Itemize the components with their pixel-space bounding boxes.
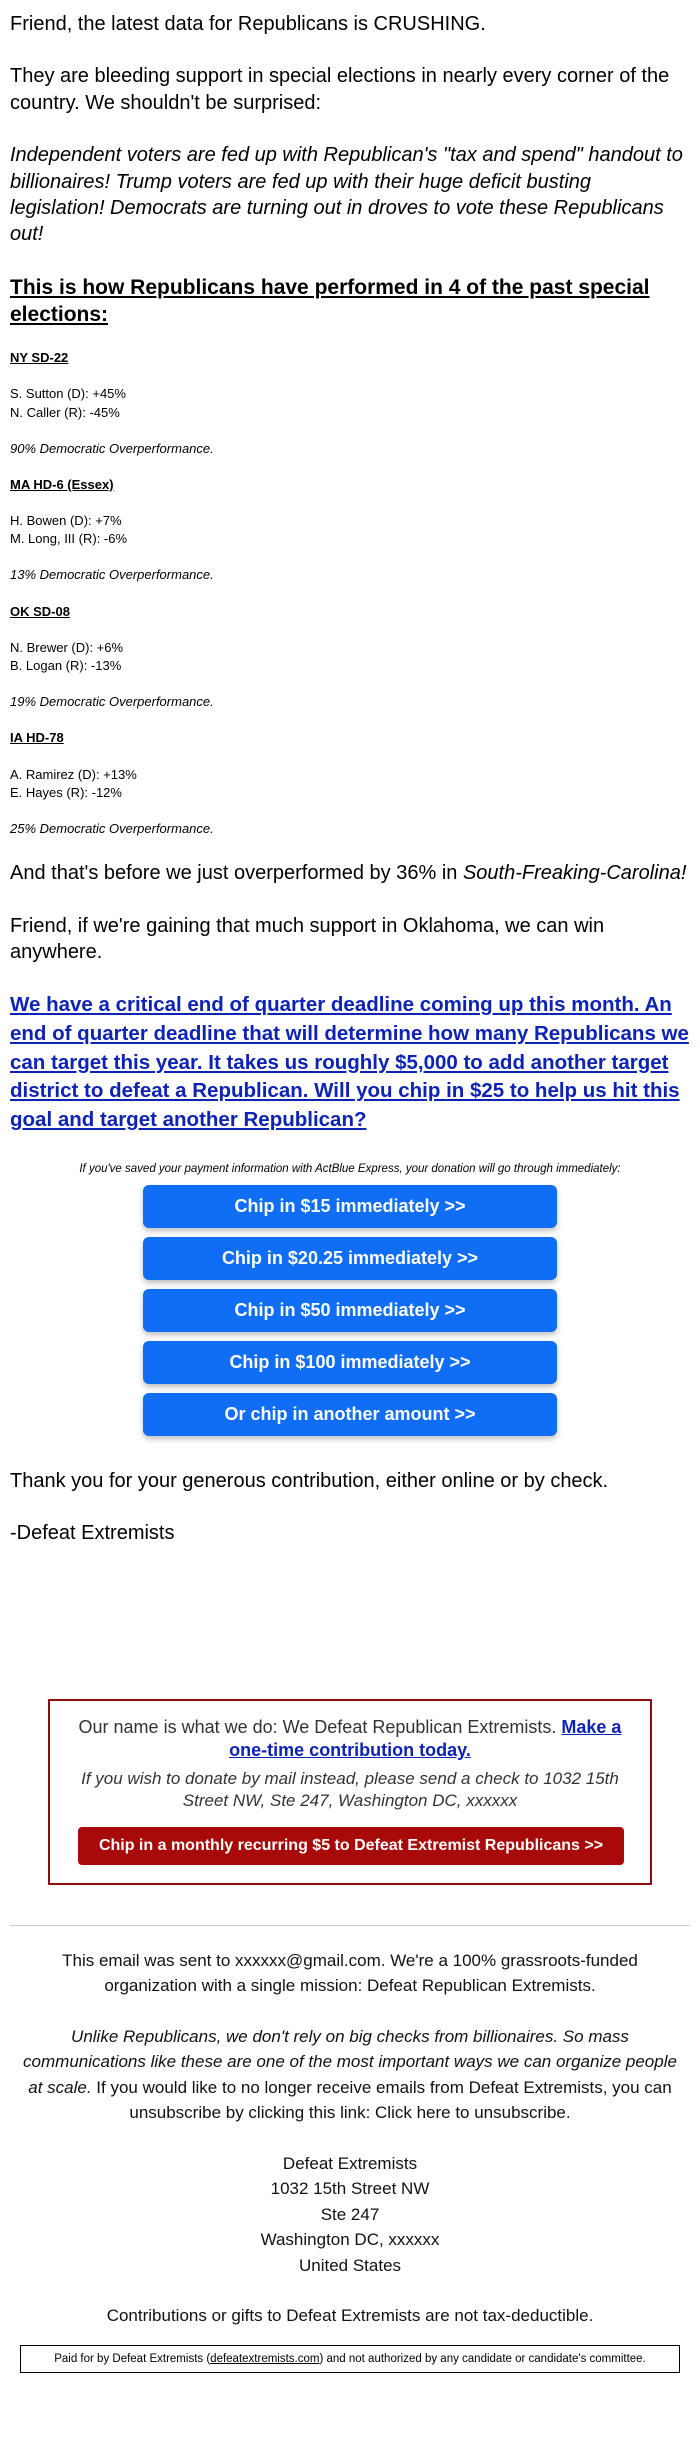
south-carolina-emphasis: South-Freaking-Carolina! [462, 862, 687, 885]
race-name: OK SD-08 [10, 603, 70, 619]
race-overperformance: 25% Democratic Overperformance. [10, 820, 214, 836]
one-time-contribution-link[interactable]: Make a one-time contribution today. [229, 1716, 622, 1760]
footer-unlike-text: Unlike Republicans, we don't rely on big checks from billionaires. So mass communications like these are one of the most important ways we can organize people at scale. [23, 2026, 677, 2097]
box-mail-instructions: If you wish to donate by mail instead, please send a check to 1032 15th Street NW, Ste 247, Washington DC, xxxxxx [81, 1769, 619, 1811]
paid-for-disclaimer [20, 2345, 680, 2373]
race-rep: B. Logan (R): -13% [10, 658, 122, 674]
intro-line-2: They are bleeding support in special elections in nearly every corner of the country. We shouldn't be surprised: [10, 65, 670, 114]
defeat-extremists-site-link[interactable]: defeatextremists.com [210, 2352, 320, 2365]
race-rep: E. Hayes (R): -12% [10, 784, 122, 800]
footer-unsubscribe-text: If you would like to no longer receive emails from Defeat Extremists, you can unsubscribe by clicking this link: Click here to unsubscribe. [91, 2077, 672, 2123]
box-mission-text: Our name is what we do: We Defeat Republican Extremists. [78, 1716, 562, 1737]
intro-line-3: Independent voters are fed up with Republican's "tax and spend" handout to billionaires! Trump voters are fed up with their huge deficit busting legislation! Democrats are turning out in droves to vote these Republicans out! [10, 144, 683, 246]
race-block [10, 729, 690, 838]
race-dem: N. Brewer (D): +6% [10, 639, 124, 655]
race-name: IA HD-78 [10, 730, 64, 746]
thanks-line: Thank you for your generous contribution, either online or by check. [10, 1469, 609, 1492]
race-dem: A. Ramirez (D): +13% [10, 766, 137, 782]
signature: -Defeat Extremists [10, 1522, 175, 1545]
contribution-box [48, 1699, 652, 1885]
race-block [10, 476, 690, 585]
chip-100-button[interactable]: Chip in $100 immediately >> [143, 1341, 557, 1384]
paid-for-text-end: ) and not authorized by any candidate or candidate's committee. [319, 2352, 646, 2365]
oklahoma-line: Friend, if we're gaining that much support in Oklahoma, we can win anywhere. [10, 914, 605, 963]
intro-line-1: Friend, the latest data for Republicans is CRUSHING. [10, 13, 486, 35]
overperformed-text: And that's before we just overperformed by 36% in [10, 862, 463, 885]
address-line: Ste 247 [320, 2204, 380, 2224]
address-line: Defeat Extremists [282, 2153, 418, 2173]
race-rep: N. Caller (R): -45% [10, 404, 120, 420]
race-block [10, 349, 690, 458]
footer-grassroots [14, 2024, 686, 2126]
address-line: 1032 15th Street NW [270, 2179, 430, 2199]
race-dem: S. Sutton (D): +45% [10, 386, 126, 402]
overperformed-line [10, 860, 690, 886]
deadline-donate-link[interactable]: We have a critical end of quarter deadline coming up this month. An end of quarter deadline that will determine how many Republicans we can target this year. It takes us roughly $5,000 to add another target district to defeat a Republican. Will you chip in $25 to help us hit this goal and target another Republican? [10, 993, 689, 1132]
footer-address [14, 2151, 686, 2279]
race-name: MA HD-6 (Essex) [10, 476, 114, 492]
chip-20-25-button[interactable]: Chip in $20.25 immediately >> [143, 1237, 557, 1280]
races-heading: This is how Republicans have performed in 4 of the past special elections: [10, 275, 650, 327]
chip-15-button[interactable]: Chip in $15 immediately >> [143, 1185, 557, 1228]
chip-other-amount-button[interactable]: Or chip in another amount >> [143, 1393, 557, 1436]
monthly-recurring-button[interactable]: Chip in a monthly recurring $5 to Defeat Extremist Republicans >> [78, 1827, 624, 1865]
race-overperformance: 19% Democratic Overperformance. [10, 694, 214, 710]
race-name: NY SD-22 [10, 350, 69, 366]
race-dem: H. Bowen (D): +7% [10, 513, 122, 529]
race-overperformance: 13% Democratic Overperformance. [10, 567, 214, 583]
paid-for-text: Paid for by Defeat Extremists ( [54, 2352, 211, 2365]
footer-tax-note: Contributions or gifts to Defeat Extremists are not tax-deductible. [106, 2306, 594, 2326]
race-block [10, 603, 690, 712]
address-line: United States [298, 2255, 402, 2275]
race-overperformance: 90% Democratic Overperformance. [10, 440, 214, 456]
chip-50-button[interactable]: Chip in $50 immediately >> [143, 1289, 557, 1332]
address-line: Washington DC, xxxxxx [260, 2230, 440, 2250]
actblue-note: If you've saved your payment information with ActBlue Express, your donation will go through immediately: [79, 1162, 621, 1175]
race-rep: M. Long, III (R): -6% [10, 531, 128, 547]
footer-sent-to: This email was sent to xxxxxx@gmail.com. We're a 100% grassroots-funded organization with a single mission: Defeat Republican Extremists. [62, 1950, 638, 1996]
box-mission-line [78, 1716, 622, 1763]
